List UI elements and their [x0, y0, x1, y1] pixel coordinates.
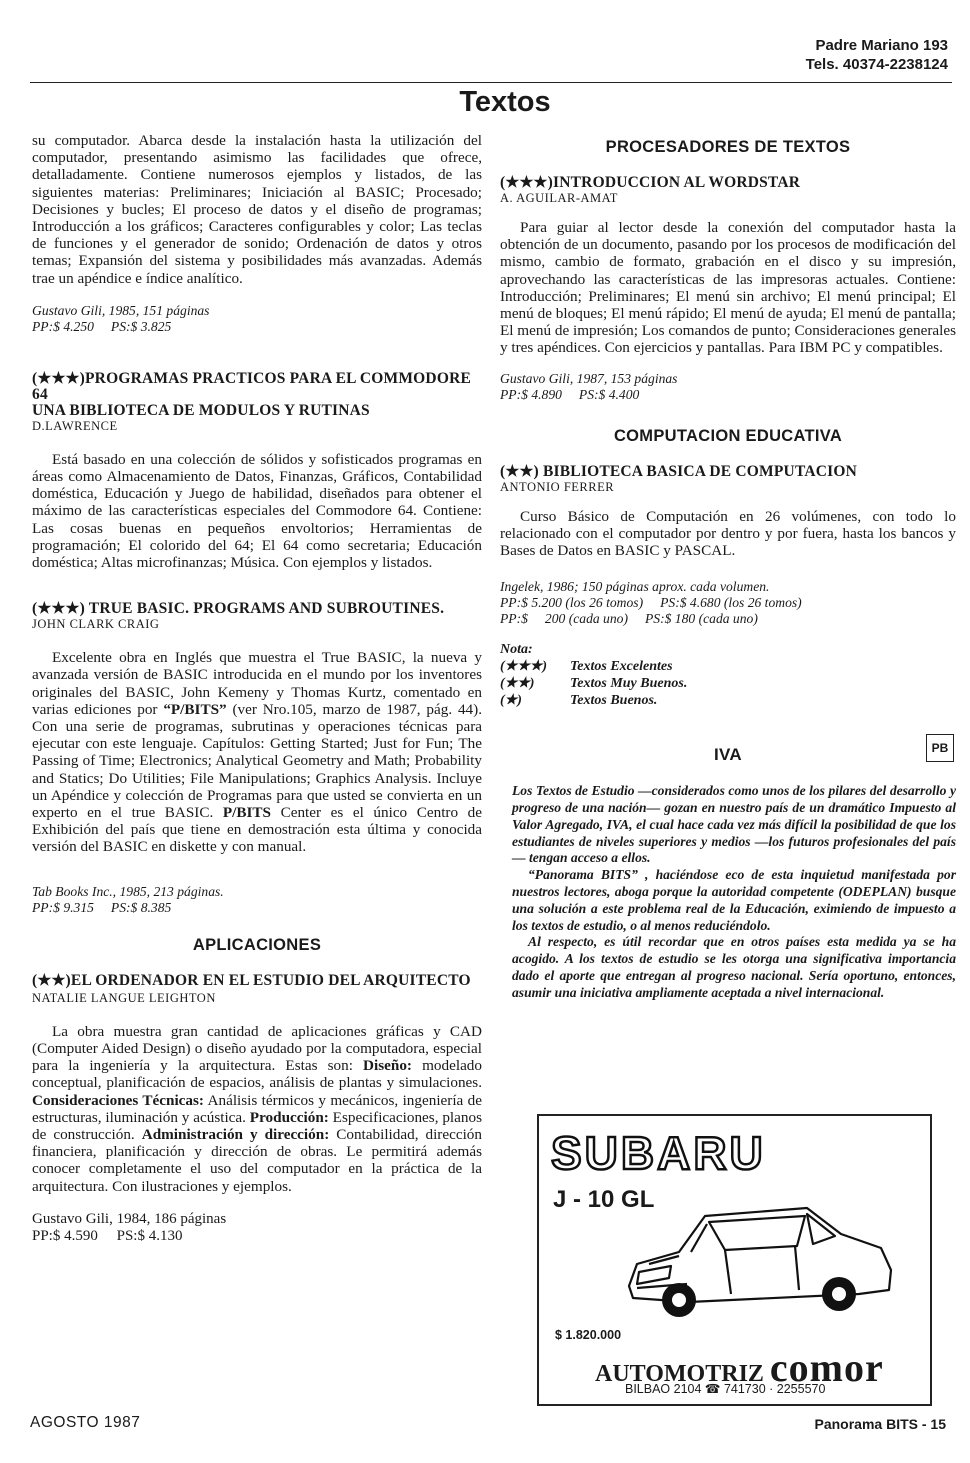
book-description: Para guiar al lector desde la conexión del computador hasta la obtención de un documento, pasando por los procesos de modificación del mismo, cambio de formato, grabación en el disco y su impresión, aprovechando las características de las impresoras actuales. Contiene: Introducción; Preliminares; El menú sin archivo; El menú principal; El menú de bloques; El menú rápido; El menú de ayuda; El menú de pantalla; El menú de impresión; Los comandos de punto; Consideraciones generales y tres apéndices. Con ejercicios y pantallas. Para IBM PC y compatibles. — [500, 219, 956, 357]
car-illustration — [609, 1194, 909, 1334]
book-author: A. AGUILAR-AMAT — [500, 191, 618, 205]
header-phones: Tels. 40374-2238124 — [805, 56, 948, 73]
iva-editorial — [500, 783, 956, 1001]
category-heading: APLICACIONES — [192, 935, 322, 954]
desc-text: Especificaciones, planos de construcción. — [32, 1108, 482, 1143]
header-divider — [30, 82, 952, 83]
right-column — [500, 138, 956, 1002]
intro-prices: PP:$ 4.250 PS:$ 3.825 — [32, 318, 172, 334]
desc-text: La obra muestra gran cantidad de aplicaciones gráficas y CAD (Computer Aided Design) o diseño ayudado por la computadora, especial para la ingeniería y la arquitectura. Estas son: — [32, 1022, 482, 1075]
ad-brand: SUBARU — [551, 1127, 766, 1179]
legend-text: Textos Excelentes — [570, 659, 673, 675]
publisher-line: Gustavo Gili, 1984, 186 páginas — [32, 1210, 227, 1227]
book-publisher — [500, 579, 956, 627]
book-description — [32, 649, 482, 855]
book-title: (★★★) TRUE BASIC. PROGRAMS AND SUBROUTINES. — [32, 600, 445, 618]
desc-text: modelado conceptual, planificación de espacios, análisis de plantas y simulaciones. — [32, 1057, 482, 1092]
desc-text: (ver Nro.105, marzo de 1987, pág. 44). Con una serie de programas, subrutinas y operaciones técnicas para ejecutar con este lenguaje. Capítulos: Getting Started; Just for Fun; The Passing of Time; Electronics; Analytical Geometry and Math; Probability and Statics; Do Utilities; File Manipulations; Graphics Analysis. Incluye un Apéndice y colección de Programas para que usted se convierta en un experto en el true BASIC. — [32, 700, 482, 822]
book-author: D.LAWRENCE — [32, 418, 118, 433]
iva-heading: IVA — [714, 745, 742, 765]
book-title: (★★) BIBLIOTECA BASICA DE COMPUTACION — [500, 462, 858, 480]
dealer-prefix: AUTOMOTRIZ — [595, 1361, 764, 1387]
desc-bold: Consideraciones Técnicas: — [32, 1091, 204, 1109]
desc-bold: Administración y dirección: — [141, 1125, 330, 1143]
book-description: Curso Básico de Computación en 26 volúmenes, con todo lo relacionado con el computador por dentro y por fuera, hasta los bancos y Bases de Datos en BASIC y PASCAL. — [500, 507, 956, 560]
header-contact — [806, 36, 948, 74]
iva-paragraph: Los Textos de Estudio —considerados como unos de los pilares del desarrollo y progreso de una nación— gozan en nuestro país de un dramático Impuesto al Valor Agregado, IVA, el cual hace cada vez más difícil la posibilidad de que los estudiantes de niveles superiores y medios —los futuros profesionales del país— tengan acceso a ellos. — [512, 783, 956, 866]
pb-badge: PB — [926, 734, 954, 762]
ad-address: BILBAO 2104 ☎ 741730 · 2255570 — [625, 1382, 826, 1396]
intro-publisher-line: Gustavo Gili, 1985, 151 páginas — [32, 302, 210, 318]
ad-price: $ 1.820.000 — [555, 1328, 622, 1342]
book-author: ANTONIO FERRER — [500, 479, 615, 494]
footer-page-number: Panorama BITS - 15 — [814, 1416, 946, 1432]
book-description: Está basado en una colección de sólidos y sofisticados programas en áreas como Almacenamiento de Datos, Finanzas, Gráficos, Contabilidad doméstica, Educación y Juego de habilidad, diseñados para obtener el máximo de las características especiales del Commodore 64. Contiene: Las cosas buenas en pequeños envoltorios; Herramientas de programación; El colorido del 64; El 64 como secretaria; Educación doméstica; Altas microfinanzas; Música. Con ejemplos y listados. — [32, 450, 482, 572]
iva-paragraph: Al respecto, es útil recordar que en otros países esta medida ya se ha acogido. A los textos de estudio se les otorga una significativa importancia dado el aporte que entregan al progreso nacional. Sería oportuno, entonces, asumir una iniciativa ampliamente aceptada a nivel internacional. — [512, 934, 956, 1000]
left-column — [32, 132, 482, 1245]
desc-bold: Diseño: — [363, 1057, 412, 1075]
ad-model: J - 10 GL — [553, 1186, 655, 1213]
category-heading: PROCESADORES DE TEXTOS — [605, 138, 851, 156]
star-rating: (★★) — [500, 676, 535, 692]
intro-paragraph: su computador. Abarca desde la instalación hasta la utilización del computador, presentando asimismo las facilidades que ofrece, detalladamente. Contiene numerosos ejemplos y listados, de las siguientes materias: Preliminares; Iniciación al BASIC; Procesado; Decisiones y bucles; El proceso de datos y el diseño de programas; Introducción a los gráficos; Caracteres configurables y color; Las teclas de funciones y el generador de sonido; Ordenación de datos y otros temas; Expansión del sistema y posibilidades más avanzadas. Además trae un apéndice e índice analítico. — [32, 132, 482, 287]
desc-bold: “P/BITS” — [163, 700, 227, 718]
section-title: Textos — [459, 86, 551, 118]
star-rating: (★) — [500, 693, 522, 709]
book-publisher — [500, 371, 956, 403]
book-subtitle: UNA BIBLIOTECA DE MODULOS Y RUTINAS — [32, 401, 370, 419]
price-line: PP:$ 4.590 PS:$ 4.130 — [32, 1227, 183, 1244]
header-address: Padre Mariano 193 — [815, 37, 948, 54]
desc-text: Contabilidad, dirección financiera, planificación y dirección de obras. Le permitirá además conocer completamente el uso del computador en la práctica de la arquitectura. Con ilustraciones y ejemplos. — [32, 1125, 482, 1195]
desc-text: Center es el único Centro de Exhibición del país que tiene en demostración esta última y conocida versión del BASIC en diskette y con manual. — [32, 804, 482, 856]
book-entry-true-basic — [32, 601, 482, 915]
legend-row — [500, 692, 956, 709]
footer-date: AGOSTO 1987 — [30, 1414, 141, 1431]
category-heading: COMPUTACION EDUCATIVA — [613, 426, 843, 445]
dealer-name: comor — [769, 1345, 884, 1390]
legend-row — [500, 675, 956, 692]
book-title: (★★★)INTRODUCCION AL WORDSTAR — [500, 174, 801, 191]
rating-legend — [500, 641, 956, 709]
book-entry-commodore — [32, 371, 482, 571]
publisher-line: Ingelek, 1986; 150 páginas aprox. cada volumen. — [500, 579, 770, 595]
legend-label: Nota: — [500, 642, 533, 658]
book-publisher — [32, 1211, 482, 1245]
price-line: PP:$ 5.200 (los 26 tomos) PS:$ 4.680 (los 26 tomos) — [500, 595, 802, 611]
subaru-ad — [537, 1114, 932, 1406]
desc-bold: Producción: — [249, 1108, 329, 1126]
publisher-line: Tab Books Inc., 1985, 213 páginas. — [32, 883, 224, 899]
book-publisher — [32, 884, 482, 916]
legend-text: Textos Buenos. — [570, 693, 658, 709]
price-line: PP:$ 4.890 PS:$ 4.400 — [500, 386, 640, 402]
book-author: JOHN CLARK CRAIG — [32, 617, 160, 632]
intro-publisher — [32, 303, 482, 335]
desc-text: Excelente obra en Inglés que muestra el True BASIC, la nueva y avanzada versión de BASIC introducida en el mundo por los inventores originales del BASIC, John Kemeny y Thomas Kurtz, comentado en varias ediciones por — [32, 649, 482, 718]
category-aplicaciones — [32, 936, 482, 1245]
publisher-line: Gustavo Gili, 1987, 153 páginas — [500, 370, 678, 386]
iva-paragraph: “Panorama BITS” , haciéndose eco de esta inquietud manifestada por nuestros lectores, aboga porque la autoridad competente (ODEPLAN) busque una solución a este problema real de la Educación, eximiendo de impuesto a los textos de estudio, o al menos reduciéndolo. — [512, 867, 956, 933]
price-line: PP:$ 9.315 PS:$ 8.385 — [32, 899, 172, 915]
book-description — [32, 1023, 482, 1195]
book-title: (★★)EL ORDENADOR EN EL ESTUDIO DEL ARQUITECTO — [32, 971, 471, 989]
book-author: NATALIE LANGUE LEIGHTON — [32, 990, 216, 1005]
star-rating: (★★★) — [500, 659, 547, 675]
desc-text: Análisis térmicos y mecánicos, ingeniería de estructuras, iluminación y acústica. — [32, 1091, 483, 1126]
price-line: PP:$ 200 (cada uno) PS:$ 180 (cada uno) — [500, 611, 758, 627]
legend-text: Textos Muy Buenos. — [570, 676, 688, 692]
legend-row — [500, 658, 956, 675]
book-title: (★★★)PROGRAMAS PRACTICOS PARA EL COMMODORE 64 — [32, 369, 472, 403]
desc-bold: P/BITS — [222, 804, 271, 822]
